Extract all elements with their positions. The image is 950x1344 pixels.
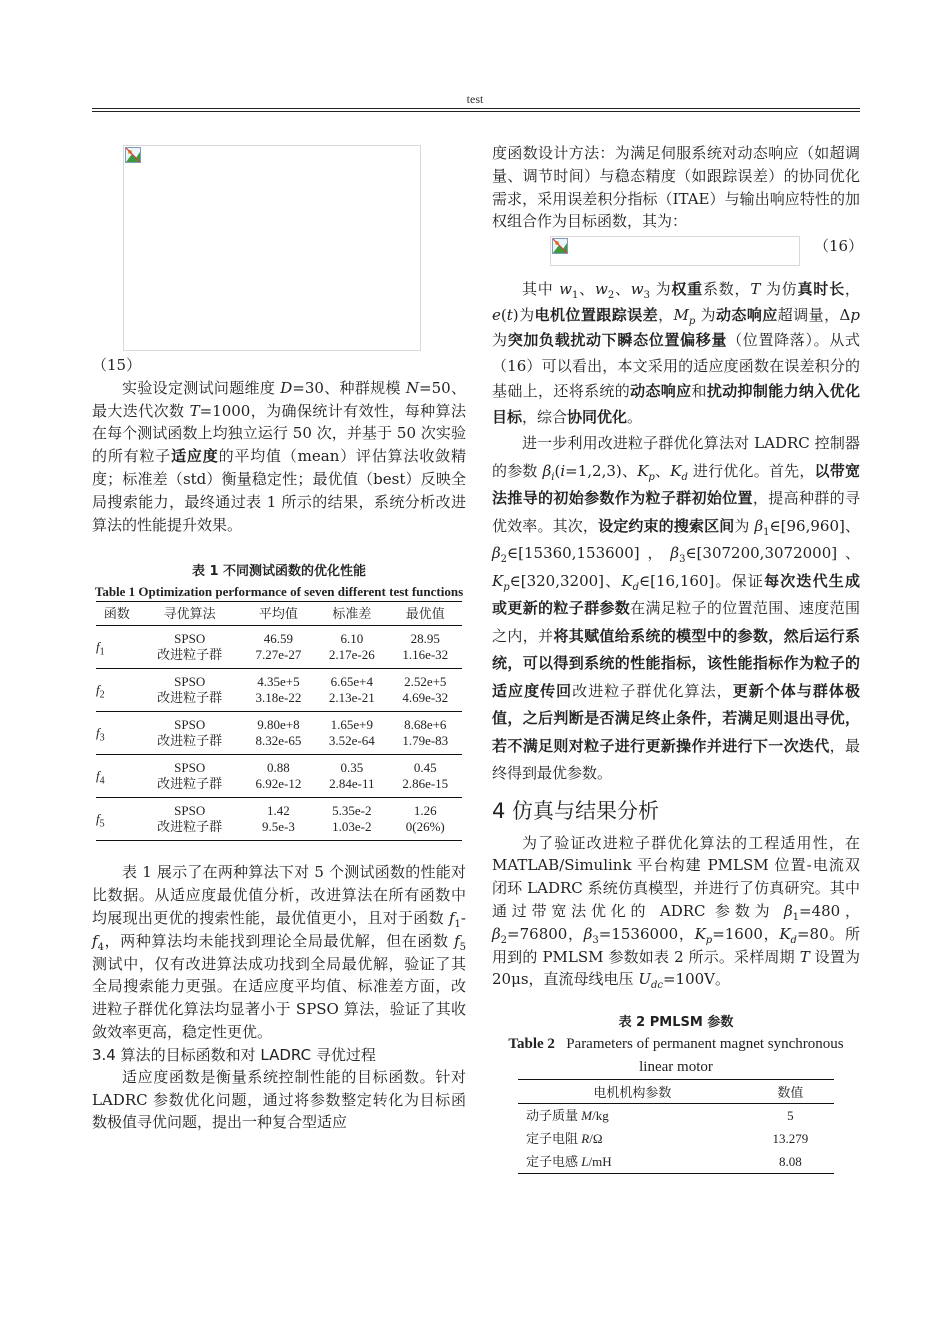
paragraph-fitness-intro: 适应度函数是衡量系统控制性能的目标函数。针对 LADRC 参数优化问题，通过将参数整定转化为目标函数极值寻优问题，提出一种复合型适应 (92, 1067, 466, 1132)
table1-cell (138, 626, 242, 669)
figure-eq15-area (92, 142, 466, 354)
equation-16-area (492, 233, 864, 269)
table1-function-cell: $f_4$ (96, 755, 138, 798)
section-4-title: 4 仿真与结果分析 (492, 798, 660, 823)
table1-cell (242, 669, 315, 712)
table1-cell-value: SPSO (174, 760, 206, 776)
table1-caption-en: Table 1 Optimization performance of seven different test functions (94, 584, 464, 600)
table1-cell-value: 6.65e+4 (330, 674, 373, 690)
table1-cell-value: 6.10 (340, 631, 364, 647)
table2-row (518, 1150, 834, 1174)
table1-cell-value: 9.80e+8 (257, 717, 300, 733)
table1-header: 标准差 (315, 602, 388, 626)
table1-cell-value: 1.03e-2 (332, 819, 372, 835)
equation-15-label: （15） (92, 356, 142, 374)
table2-header-row (518, 1080, 834, 1104)
table2-row (518, 1127, 834, 1150)
table1-cell-value: 改进粒子群 (157, 733, 223, 749)
equation-16-label: （16） (814, 237, 864, 256)
header-rule-thick (92, 108, 860, 109)
table1-row (96, 755, 462, 798)
table1-cell (242, 798, 315, 841)
table2-caption-number: Table 2 (508, 1036, 555, 1053)
section-3-4-title: 3.4 算法的目标函数和对 LADRC 寻优过程 (92, 1045, 376, 1064)
table1-cell-value: 7.27e-27 (255, 647, 302, 663)
table1-cell-value: 1.79e-83 (402, 733, 449, 749)
table1-row (96, 798, 462, 841)
paragraph-optimization-process: 进一步利用改进粒子群优化算法对 LADRC 控制器的参数 $\beta_i(i=1,2,3)$、$K_p$、$K_d$ 进行优化。首先，以带宽法推导的初始参数作为粒子群初始位置，提高种群的寻优效率。其次，设定约束的搜索区间为 $\beta_1\in[96,960]$、$\beta_2\in[15360,153600]$，$\beta_3\in[307200,3072000]$、$K_p\in[320,3200]$、$K_d\in[16,160]$。保证每次迭代生成或更新的粒子群参数在满足粒子的位置范围、速度范围之内，并将其赋值给系统的模型中的参数，然后运行系统，可以得到系统的性能指标，该性能指标作为粒子的适应度传回改进粒子群优化算法，更新个体与群体极值，之后判断是否满足终止条件，若满足则退出寻优，若不满足则对粒子进行更新操作并进行下一次迭代，最终得到最优参数。 (492, 434, 860, 783)
table1-cell-value: 0.45 (413, 760, 437, 776)
table1-function-cell: $f_2$ (96, 669, 138, 712)
broken-image-icon (125, 147, 141, 163)
table1-header: 寻优算法 (138, 602, 242, 626)
table1-cell-value: 6.92e-12 (255, 776, 302, 792)
table1-cell-value: 9.5e-3 (261, 819, 295, 835)
header-rule-thin (92, 111, 860, 112)
table1-cell-value: 2.86e-15 (402, 776, 449, 792)
table1-cell (389, 712, 462, 755)
table1-cell-value: 改进粒子群 (157, 819, 223, 835)
table1-cell-value: 改进粒子群 (157, 647, 223, 663)
table1-cell-value: 0.35 (340, 760, 364, 776)
paragraph-table1-analysis: 表 1 展示了在两种算法下对 5 个测试函数的性能对比数据。从适应度最优值分析，改进算法在所有函数中均展现出更优的搜索性能，最优值更小，且对于函数 $f_1-f_4$，两种算法均未能找到理论全局最优解，但在函数 $f_5$ 测试中，仅有改进算法成功找到全局最优解，验证了其全局搜索能力更强。在适应度平均值、标准差方面，改进粒子群优化算法均显著小于 SPSO 算法，验证了其收敛效率更高，稳定性更优。 (92, 863, 466, 1041)
table1-row (96, 712, 462, 755)
table1-cell (242, 712, 315, 755)
table1-function-cell: $f_5$ (96, 798, 138, 841)
table1-cell (315, 755, 388, 798)
table1-cell-value: 3.52e-64 (328, 733, 375, 749)
table1-cell-value: SPSO (174, 674, 206, 690)
paragraph-weights: 其中 $w_1$、$w_2$、$w_3$ 为权重系数，T 为仿真时长，e(t)为电机位置跟踪误差，$M_p$ 为动态响应超调量，Δp 为突加负载扰动下瞬态位置偏移量（位置降落）。从式（16）可以看出，本文采用的适应度函数在误差积分的基础上，还将系统的动态响应和扰动抑制能力纳入优化目标，综合协同优化。 (492, 280, 860, 426)
table1-cell-value: 0.88 (267, 760, 290, 776)
table1-function-cell: $f_3$ (96, 712, 138, 755)
table1-row (96, 669, 462, 712)
table1-cell-value: SPSO (174, 631, 206, 647)
table1-cell (389, 626, 462, 669)
table1 (96, 601, 462, 841)
table1-cell-value: 1.65e+9 (330, 717, 373, 733)
table1-cell-value: 4.69e-32 (402, 690, 449, 706)
table1-cell (138, 669, 242, 712)
table2 (518, 1079, 834, 1174)
table1-cell-value: 28.95 (410, 631, 440, 647)
table2-value-cell: 8.08 (747, 1150, 834, 1174)
table1-cell (389, 798, 462, 841)
table1-cell (315, 712, 388, 755)
equation-16-image (550, 236, 800, 266)
table1-header: 最优值 (389, 602, 462, 626)
table2-caption-text: Parameters of permanent magnet synchronous linear motor (566, 1036, 844, 1076)
table1-cell-value: 2.17e-26 (328, 647, 375, 663)
table2-param-cell: 动子质量 M/kg (526, 1108, 609, 1124)
table1-cell-value: 改进粒子群 (157, 776, 223, 792)
equation-15-image (123, 145, 421, 351)
table1-cell (242, 626, 315, 669)
table1-cell-value: 3.18e-22 (255, 690, 302, 706)
table1-cell (138, 798, 242, 841)
table1-header: 函数 (96, 602, 138, 626)
table1-cell-value: 8.68e+6 (404, 717, 447, 733)
table1-cell (315, 669, 388, 712)
table1-cell (138, 712, 242, 755)
table2-header: 电机机构参数 (518, 1080, 747, 1104)
paragraph-simulation: 为了验证改进粒子群优化算法的工程适用性，在 MATLAB/Simulink 平台构建 PMLSM 位置-电流双闭环 LADRC 系统仿真模型，并进行了仿真研究。其中通过带宽法优化的 ADRC 参数为 $\beta_1=480$，$\beta_2=76800$，$\beta_3=1536000$，$K_p=1600$，$K_d=80$。所用到的 PMLSM 参数如表 2 所示。采样周期 T 设置为 20μs，直流母线电压 $U_{dc}=100V$。 (492, 833, 861, 992)
table2-caption-en (492, 1033, 860, 1079)
table1-cell-value: SPSO (174, 803, 206, 819)
table2-caption-cn: 表 2 PMLSM 参数 (618, 1015, 734, 1031)
table1-cell (242, 755, 315, 798)
table1-cell-value: 2.52e+5 (404, 674, 447, 690)
table2-param-cell: 定子电感 L/mH (518, 1150, 747, 1174)
left-column (92, 142, 466, 1134)
table2-header: 数值 (747, 1080, 834, 1104)
table1-cell (315, 626, 388, 669)
table1-function-cell: $f_1$ (96, 626, 138, 669)
table1-cell-value: 0(26%) (405, 819, 445, 835)
paragraph-fitness-design: 度函数设计方法：为满足伺服系统对动态响应（如超调量、调节时间）与稳态精度（如跟踪误差）的协同优化需求，采用误差积分指标（ITAE）与输出响应特性的加权组合作为目标函数，其为： (492, 144, 860, 231)
table2-param-cell: 定子电阻 R/Ω (526, 1131, 603, 1147)
table2-value-cell: 5 (787, 1108, 794, 1124)
running-header: test (466, 92, 484, 106)
table1-cell-value: 改进粒子群 (157, 690, 223, 706)
table1-cell (389, 755, 462, 798)
paragraph-experiment-setup: 实验设定测试问题维度 D=30、种群规模 N=50、最大迭代次数 T=1000，为确保统计有效性，每种算法在每个测试函数上均独立运行 50 次，并基于 50 次实验的所有粒子适应度的平均值（mean）评估算法收敛精度；标准差（std）衡量稳定性；最优值（best）反映全局搜索能力，最终通过表 1 所示的结果，系统分析改进算法的性能提升效果。 (92, 378, 466, 534)
table1-cell-value: 4.35e+5 (257, 674, 300, 690)
table1-cell-value: SPSO (174, 717, 206, 733)
table1-cell (315, 798, 388, 841)
table1-cell-value: 1.42 (267, 803, 290, 819)
table1-cell-value: 1.16e-32 (402, 647, 449, 663)
table1-row (96, 626, 462, 669)
table1-header: 平均值 (242, 602, 315, 626)
table2-row (518, 1104, 834, 1128)
table2-value-cell: 13.279 (772, 1131, 809, 1147)
table1-cell-value: 5.35e-2 (332, 803, 372, 819)
right-column (492, 142, 864, 1174)
table1-caption-cn: 表 1 不同测试函数的优化性能 (191, 564, 367, 580)
table1-cell-value: 8.32e-65 (255, 733, 302, 749)
table1-cell-value: 1.26 (413, 803, 437, 819)
table1-cell-value: 2.84e-11 (329, 776, 375, 792)
table1-cell-value: 46.59 (263, 631, 294, 647)
table1-cell-value: 2.13e-21 (328, 690, 375, 706)
table1-cell (389, 669, 462, 712)
table1-header-row (96, 602, 462, 626)
broken-image-icon (552, 238, 568, 254)
table1-cell (138, 755, 242, 798)
